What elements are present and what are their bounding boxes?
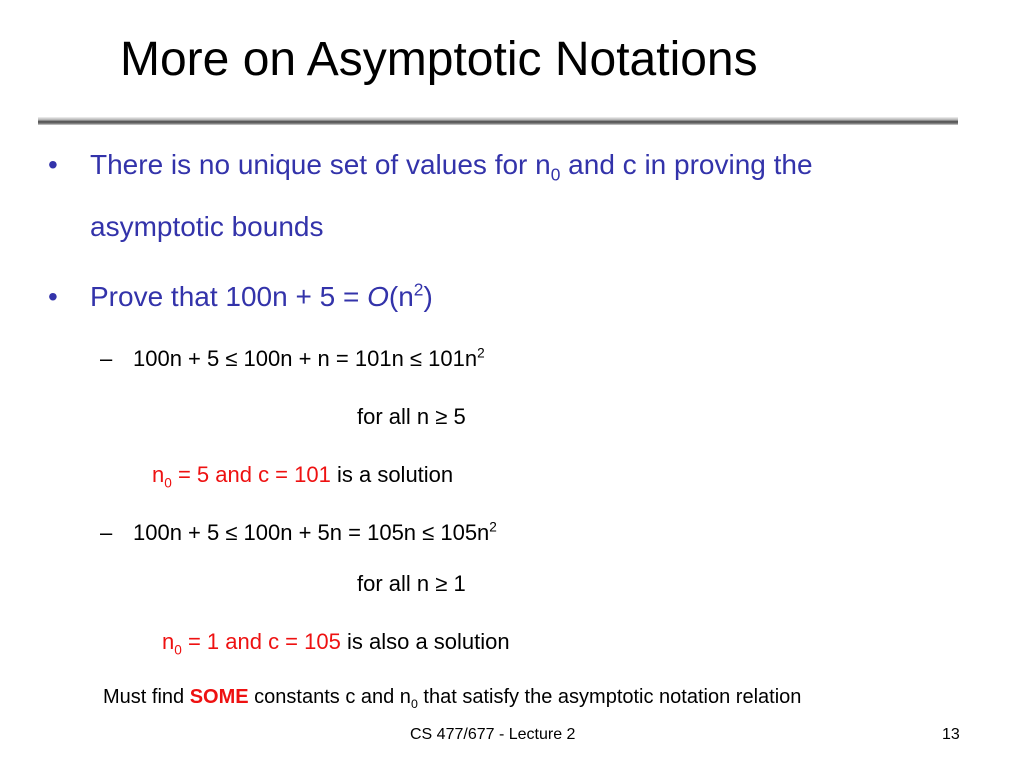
bullet-text-1 [90, 148, 813, 185]
proof-1-exponent: 2 [477, 345, 485, 361]
proof-1-cond: n ≥ 5 [416, 404, 466, 429]
bullet-2-expr-a: 100n + 5 = [225, 281, 368, 312]
solution-n-subscript: 0 [174, 642, 182, 658]
for-all-label: for all [357, 571, 417, 596]
big-o-symbol: O [367, 281, 389, 312]
solution-text: is also a solution [340, 629, 510, 654]
solution-n-subscript: 0 [164, 475, 172, 491]
solution-n: n [152, 462, 165, 487]
bullet-marker: • [48, 149, 58, 180]
title-divider [38, 117, 958, 125]
footnote [103, 684, 801, 710]
bullet-1-text-a: There is no unique set of values for [90, 149, 536, 180]
slide-number: 13 [942, 726, 960, 743]
note-text-d: that satisfy the asymptotic notation relation [417, 686, 802, 708]
proof-2-exponent: 2 [489, 519, 497, 535]
sub-bullet-dash: – [100, 520, 113, 545]
bullet-2-prefix: Prove that [90, 281, 226, 312]
solution-n: n [162, 629, 175, 654]
bullet-1-text-b: and [560, 149, 623, 180]
proof-1-solution [152, 461, 453, 489]
sub-bullet-dash: – [100, 346, 113, 371]
exponent: 2 [413, 279, 424, 300]
note-subscript: 0 [410, 697, 418, 711]
solution-values: = 5 and c = 101 [171, 462, 331, 487]
var-n: n [535, 149, 551, 180]
for-all-label: for all [357, 404, 417, 429]
bullet-text-2 [90, 280, 433, 314]
proof-2-inequality [133, 519, 497, 547]
note-text-c: constants c and n [248, 686, 411, 708]
footer-course: CS 477/677 - Lecture 2 [410, 726, 576, 743]
solution-values: = 1 and c = 105 [181, 629, 341, 654]
solution-text: is a solution [330, 462, 454, 487]
slide-title: More on Asymptotic Notations [120, 33, 758, 86]
var-c: c [622, 149, 637, 180]
proof-2-cond: n ≥ 1 [416, 571, 466, 596]
proof-1-inequality [133, 345, 485, 373]
bullet-1-text-c: in proving the [636, 149, 813, 180]
note-text-a: Must find [103, 686, 190, 708]
bullet-marker: • [48, 281, 58, 312]
proof-1-condition [357, 403, 466, 431]
var-n-subscript: 0 [550, 164, 561, 185]
note-emphasis: SOME [189, 686, 249, 708]
proof-2-expr: 100n + 5 ≤ 100n + 5n = 105n ≤ 105n [133, 520, 490, 545]
bullet-2-expr-b: (n [388, 281, 414, 312]
proof-2-condition [357, 570, 466, 598]
proof-1-expr: 100n + 5 ≤ 100n + n = 101n ≤ 101n [133, 346, 478, 371]
bullet-2-expr-c: ) [423, 281, 433, 312]
bullet-1-line-2: asymptotic bounds [90, 211, 324, 242]
proof-2-solution [162, 628, 510, 656]
